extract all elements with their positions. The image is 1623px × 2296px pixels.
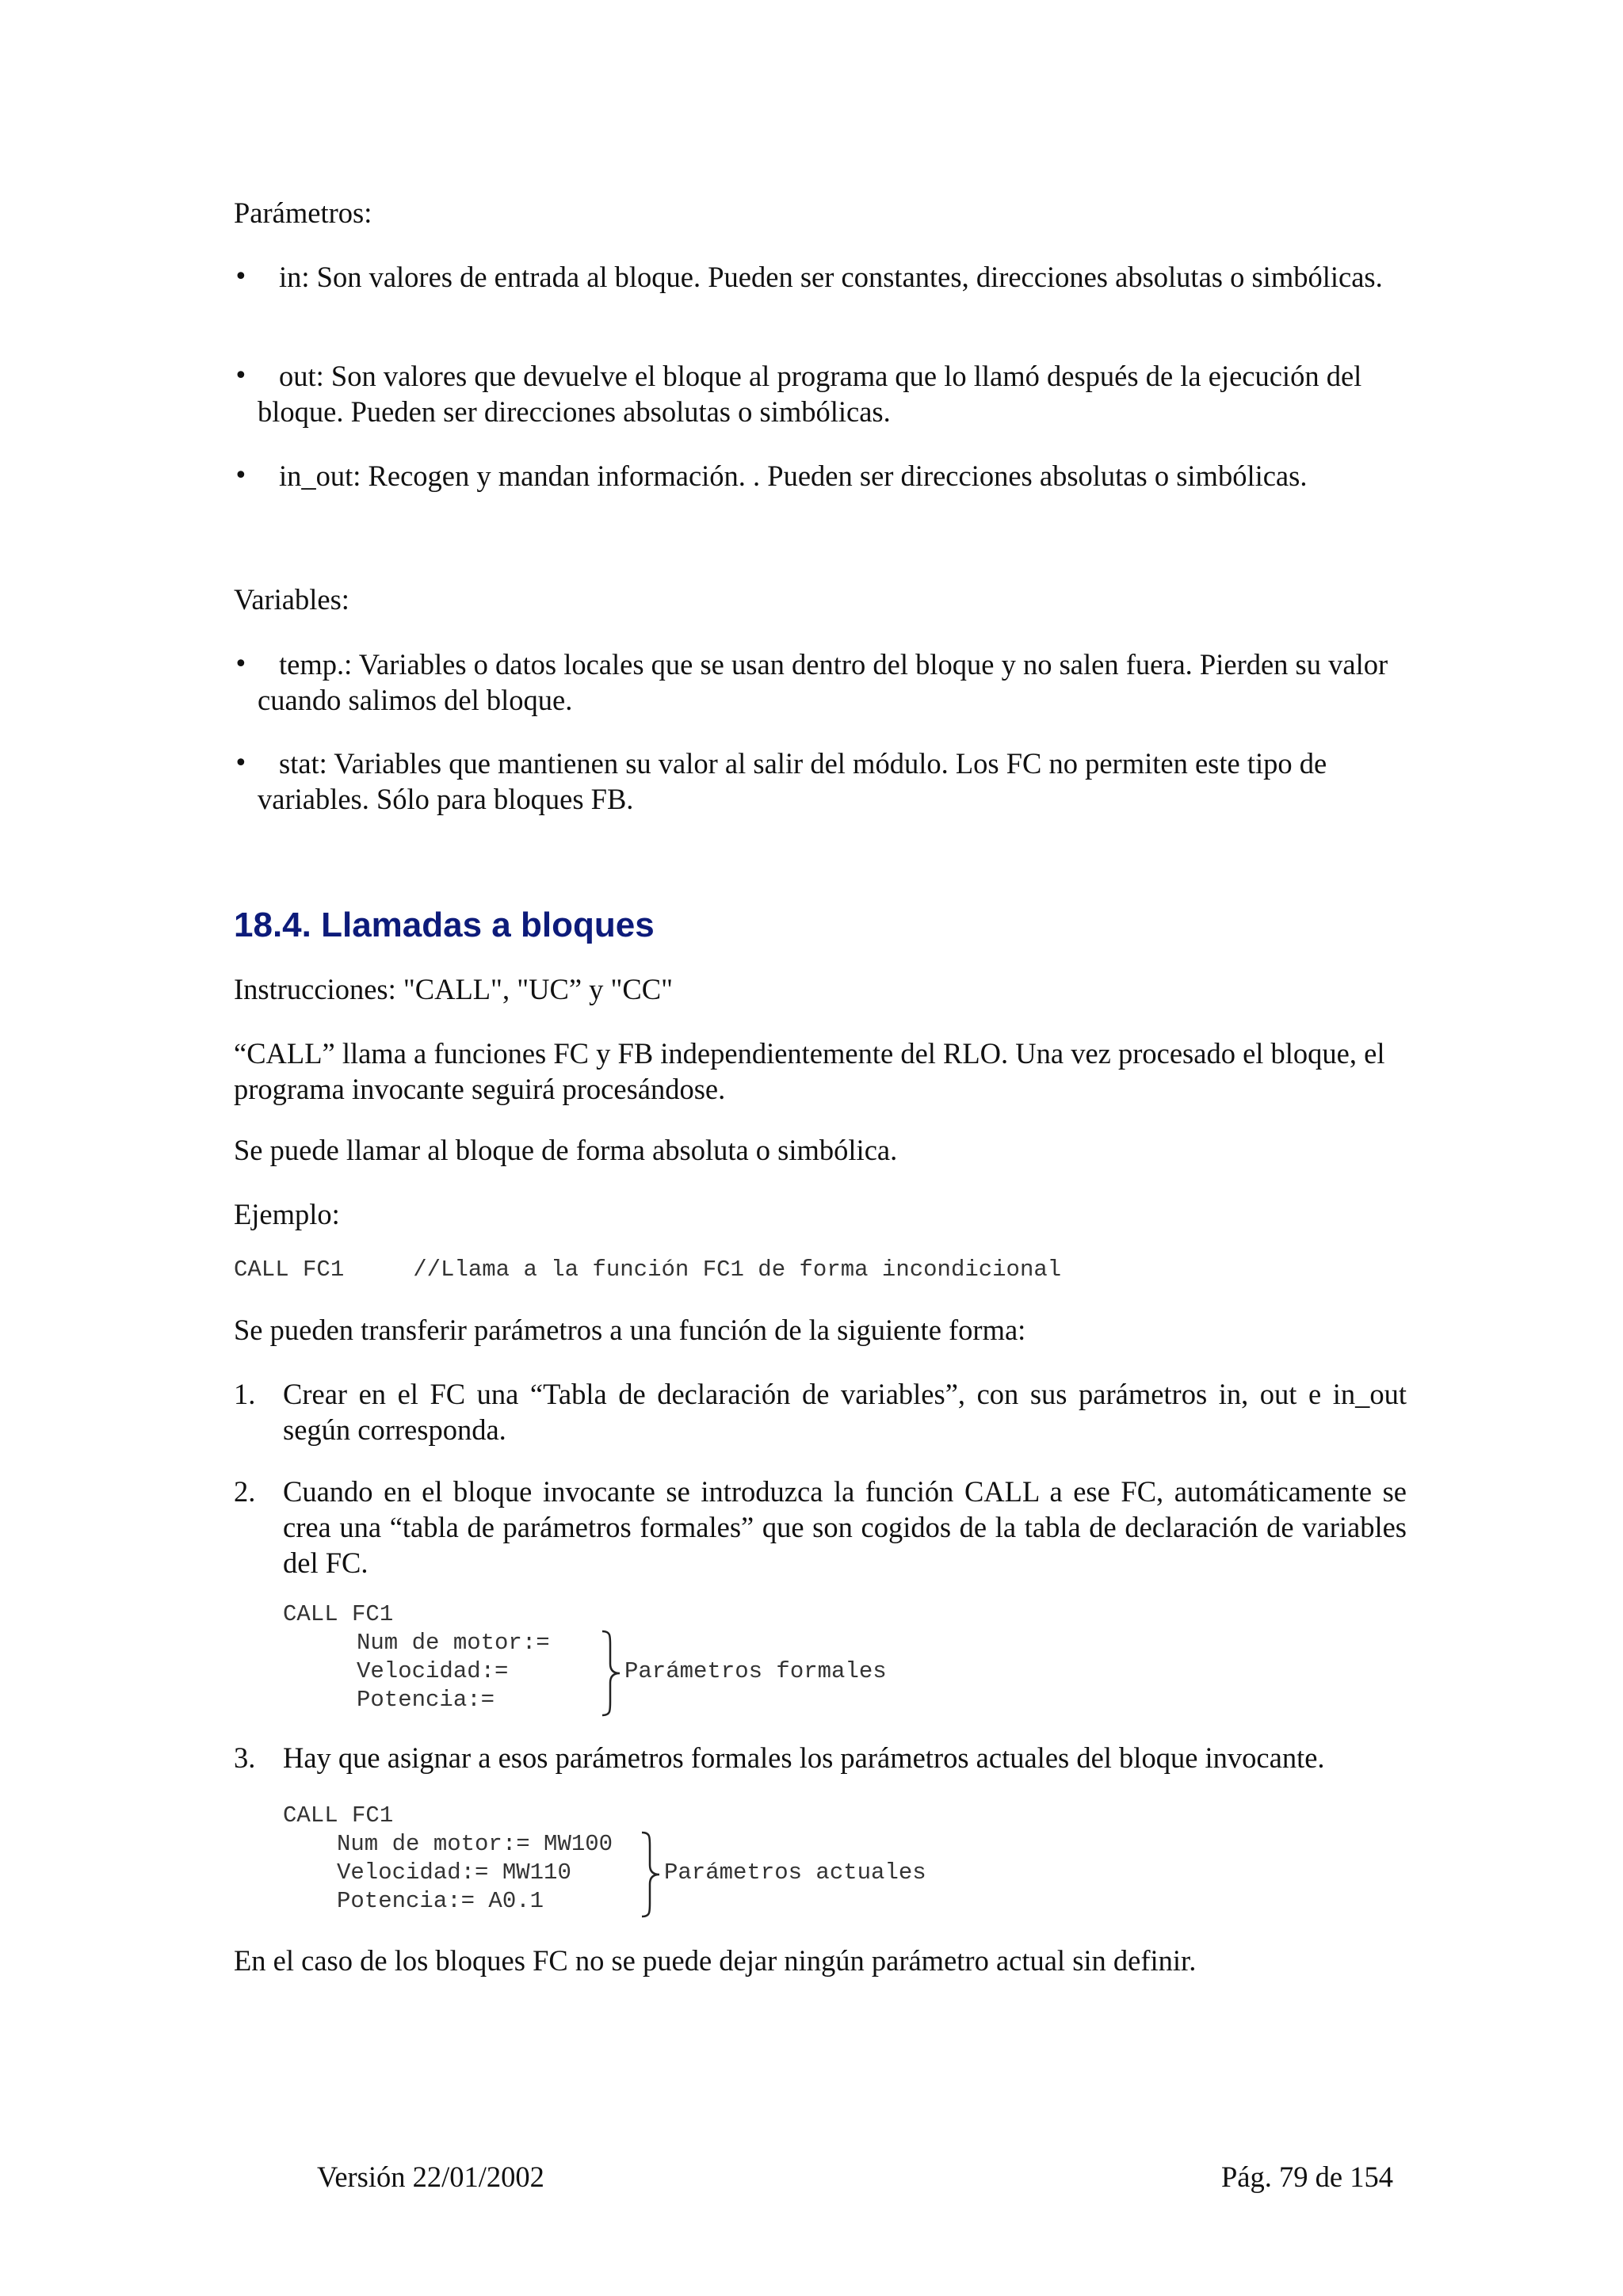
step-item-2 (234, 1474, 1407, 1581)
footer-version: Versión 22/01/2002 (317, 2161, 544, 2193)
bullet-icon: • (234, 462, 248, 490)
step-item-3 (234, 1740, 1407, 1775)
llamar-paragraph: Se puede llamar al bloque de forma absoluta o simbólica. (234, 1134, 898, 1166)
step-item-1 (234, 1376, 1407, 1447)
brace-label-actuales: Parámetros actuales (664, 1859, 926, 1886)
bullet-item-temp (234, 646, 1407, 718)
step-text: Crear en el FC una “Tabla de declaración de variables”, con sus parámetros in, out e in_out según corresponda. (283, 1378, 1407, 1446)
code-call-fc1: CALL FC1 (283, 1802, 394, 1829)
section-heading: 18.4. Llamadas a bloques (234, 906, 655, 944)
code-param-line: Velocidad:= MW110 (337, 1859, 571, 1886)
code-param-line: Potencia:= A0.1 (337, 1888, 544, 1914)
step-text: Hay que asignar a esos parámetros formales los parámetros actuales del bloque invocante. (283, 1741, 1325, 1774)
bullet-item-out (234, 358, 1407, 429)
step-number: 2. (234, 1475, 256, 1508)
bullet-item-stat (234, 746, 1407, 817)
bullet-icon: • (234, 749, 248, 777)
step-number: 1. (234, 1378, 256, 1410)
transferir-paragraph: Se pueden transferir parámetros a una función de la siguiente forma: (234, 1314, 1026, 1346)
step-text: Cuando en el bloque invocante se introduzca la función CALL a ese FC, automáticamente se crea una “tabla de parámetros formales” que son cogidos de la tabla de declaración de variables del FC. (283, 1475, 1407, 1579)
brace-label-formales: Parámetros formales (624, 1658, 887, 1684)
bullet-text: in_out: Recogen y mandan información. . Pueden ser direcciones absolutas o simbólicas. (279, 460, 1308, 492)
bullet-text: in: Son valores de entrada al bloque. Pueden ser constantes, direcciones absolutas o simbólicas. (279, 261, 1383, 293)
variables-label: Variables: (234, 583, 349, 616)
code-example: CALL FC1 //Llama a la función FC1 de forma incondicional (234, 1257, 1062, 1283)
code-param-line: Potencia:= (357, 1687, 495, 1713)
bullet-icon: • (234, 650, 248, 678)
step-number: 3. (234, 1741, 256, 1774)
instrucciones-paragraph: Instrucciones: "CALL", "UC” y "CC" (234, 973, 674, 1005)
bullet-icon: • (234, 362, 248, 390)
ejemplo-label: Ejemplo: (234, 1198, 340, 1230)
right-brace-icon (599, 1629, 623, 1718)
code-param-line: Num de motor:= MW100 (337, 1831, 613, 1857)
parametros-label: Parámetros: (234, 196, 372, 229)
bullet-item-in (234, 259, 1407, 295)
bullet-text: temp.: Variables o datos locales que se usan dentro del bloque y no salen fuera. Pierden su valor cuando salimos del bloque. (258, 648, 1388, 716)
bullet-item-in-out (234, 458, 1407, 494)
bullet-text: stat: Variables que mantienen su valor al salir del módulo. Los FC no permiten este tipo de variables. Sólo para bloques FB. (258, 747, 1327, 815)
bullet-icon: • (234, 263, 248, 291)
bullet-text: out: Son valores que devuelve el bloque al programa que lo llamó después de la ejecución del bloque. Pueden ser direcciones absolutas o simbólicas. (258, 360, 1362, 428)
final-paragraph: En el caso de los bloques FC no se puede dejar ningún parámetro actual sin definir. (234, 1944, 1197, 1977)
footer-page-number: Pág. 79 de 154 (1221, 2161, 1393, 2193)
right-brace-icon (639, 1830, 663, 1919)
code-param-line: Velocidad:= (357, 1658, 509, 1684)
call-description-paragraph: “CALL” llama a funciones FC y FB independientemente del RLO. Una vez procesado el bloque, el programa invocante seguirá procesándose. (234, 1037, 1385, 1105)
code-call-fc1: CALL FC1 (283, 1601, 394, 1627)
code-param-line: Num de motor:= (357, 1630, 550, 1656)
